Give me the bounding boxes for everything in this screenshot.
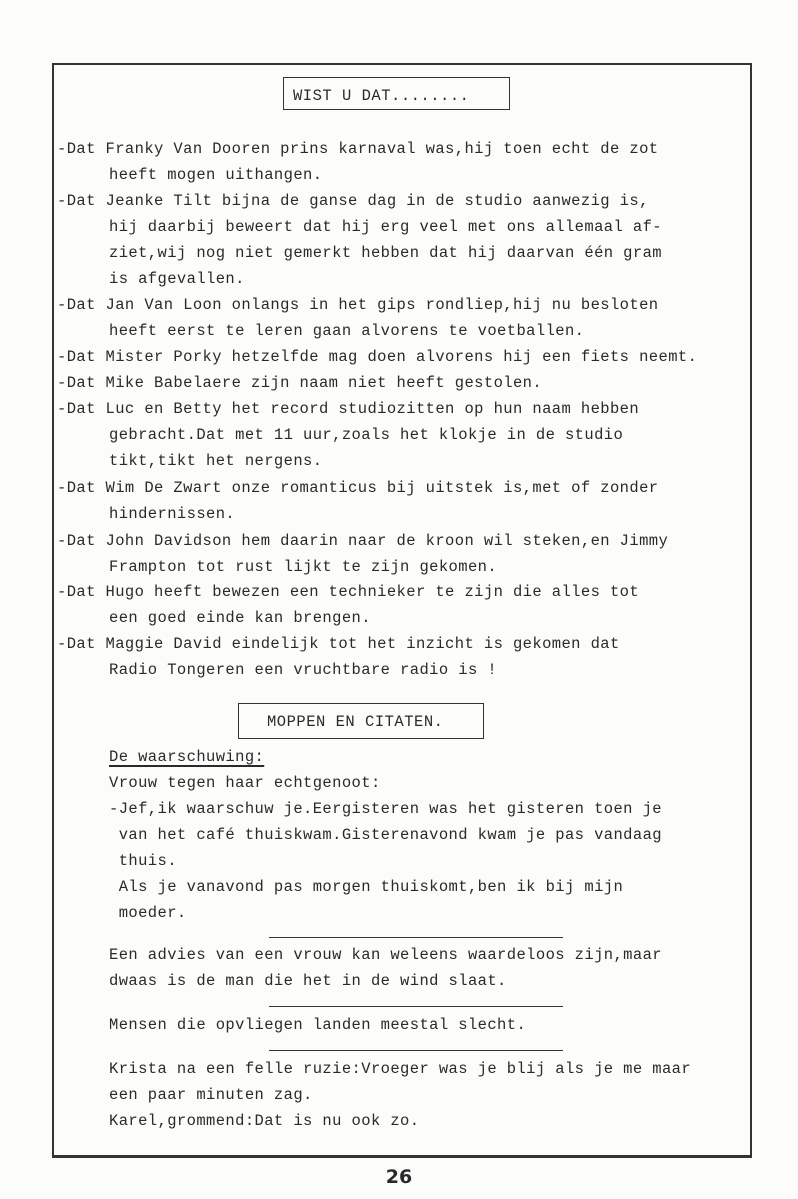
- joke-line: moeder.: [109, 904, 187, 922]
- wist-item-line: -Dat Jeanke Tilt bijna de ganse dag in de studio aanwezig is,: [57, 192, 649, 210]
- joke-intro: Vrouw tegen haar echtgenoot:: [109, 774, 381, 792]
- wist-item-line: -Dat Jan Van Loon onlangs in het gips rondliep,hij nu besloten: [57, 296, 659, 314]
- joke-heading: De waarschuwing:: [109, 748, 265, 766]
- wist-item-continuation: heeft mogen uithangen.: [109, 166, 323, 184]
- wist-item-continuation: Frampton tot rust lijkt te zijn gekomen.: [109, 558, 498, 576]
- separator-rule: [269, 1006, 563, 1007]
- wist-item-continuation: gebracht.Dat met 11 uur,zoals het klokje in de studio: [109, 426, 624, 444]
- quote-line: Karel,grommend:Dat is nu ook zo.: [109, 1112, 420, 1130]
- wist-item-line: -Dat Wim De Zwart onze romanticus bij uitstek is,met of zonder: [57, 479, 659, 497]
- separator-rule: [269, 937, 563, 938]
- wist-item-continuation: is afgevallen.: [109, 270, 245, 288]
- wist-item-line: -Dat John Davidson hem daarin naar de kroon wil steken,en Jimmy: [57, 532, 669, 550]
- wist-item-line: -Dat Hugo heeft bewezen een technieker te zijn die alles tot: [57, 583, 640, 601]
- page-number: 26: [385, 1166, 413, 1188]
- wist-item-continuation: hij daarbij beweert dat hij erg veel met ons allemaal af-: [109, 218, 662, 236]
- wist-item-continuation: heeft eerst te leren gaan alvorens te voetballen.: [109, 322, 585, 340]
- wist-item-continuation: tikt,tikt het nergens.: [109, 452, 323, 470]
- joke-line: Als je vanavond pas morgen thuiskomt,ben ik bij mijn: [109, 878, 624, 896]
- joke-line: -Jef,ik waarschuw je.Eergisteren was het gisteren toen je: [109, 800, 662, 818]
- quote-line: een paar minuten zag.: [109, 1086, 313, 1104]
- wist-item-line: -Dat Luc en Betty het record studiozitten op hun naam hebben: [57, 400, 640, 418]
- wist-item-line: -Dat Maggie David eindelijk tot het inzicht is gekomen dat: [57, 635, 620, 653]
- wist-item-line: -Dat Franky Van Dooren prins karnaval was,hij toen echt de zot: [57, 140, 659, 158]
- quote-line: dwaas is de man die het in de wind slaat.: [109, 972, 507, 990]
- moppen-header: [238, 703, 484, 739]
- wist-u-dat-header: [283, 77, 510, 110]
- quote-line: Mensen die opvliegen landen meestal slecht.: [109, 1016, 527, 1034]
- wist-item-line: -Dat Mister Porky hetzelfde mag doen alvorens hij een fiets neemt.: [57, 348, 698, 366]
- joke-line: thuis.: [109, 852, 177, 870]
- wist-item-continuation: een goed einde kan brengen.: [109, 609, 371, 627]
- moppen-title: MOPPEN EN CITATEN.: [267, 713, 444, 731]
- separator-rule: [269, 1050, 563, 1051]
- quote-line: Een advies van een vrouw kan weleens waardeloos zijn,maar: [109, 946, 662, 964]
- wist-item-line: -Dat Mike Babelaere zijn naam niet heeft gestolen.: [57, 374, 543, 392]
- wist-item-continuation: ziet,wij nog niet gemerkt hebben dat hij daarvan één gram: [109, 244, 662, 262]
- wist-u-dat-title: WIST U DAT........: [293, 87, 470, 105]
- wist-item-continuation: Radio Tongeren een vruchtbare radio is !: [109, 661, 498, 679]
- wist-item-continuation: hindernissen.: [109, 505, 236, 523]
- joke-line: van het café thuiskwam.Gisterenavond kwam je pas vandaag: [109, 826, 662, 844]
- quote-line: Krista na een felle ruzie:Vroeger was je blij als je me maar: [109, 1060, 692, 1078]
